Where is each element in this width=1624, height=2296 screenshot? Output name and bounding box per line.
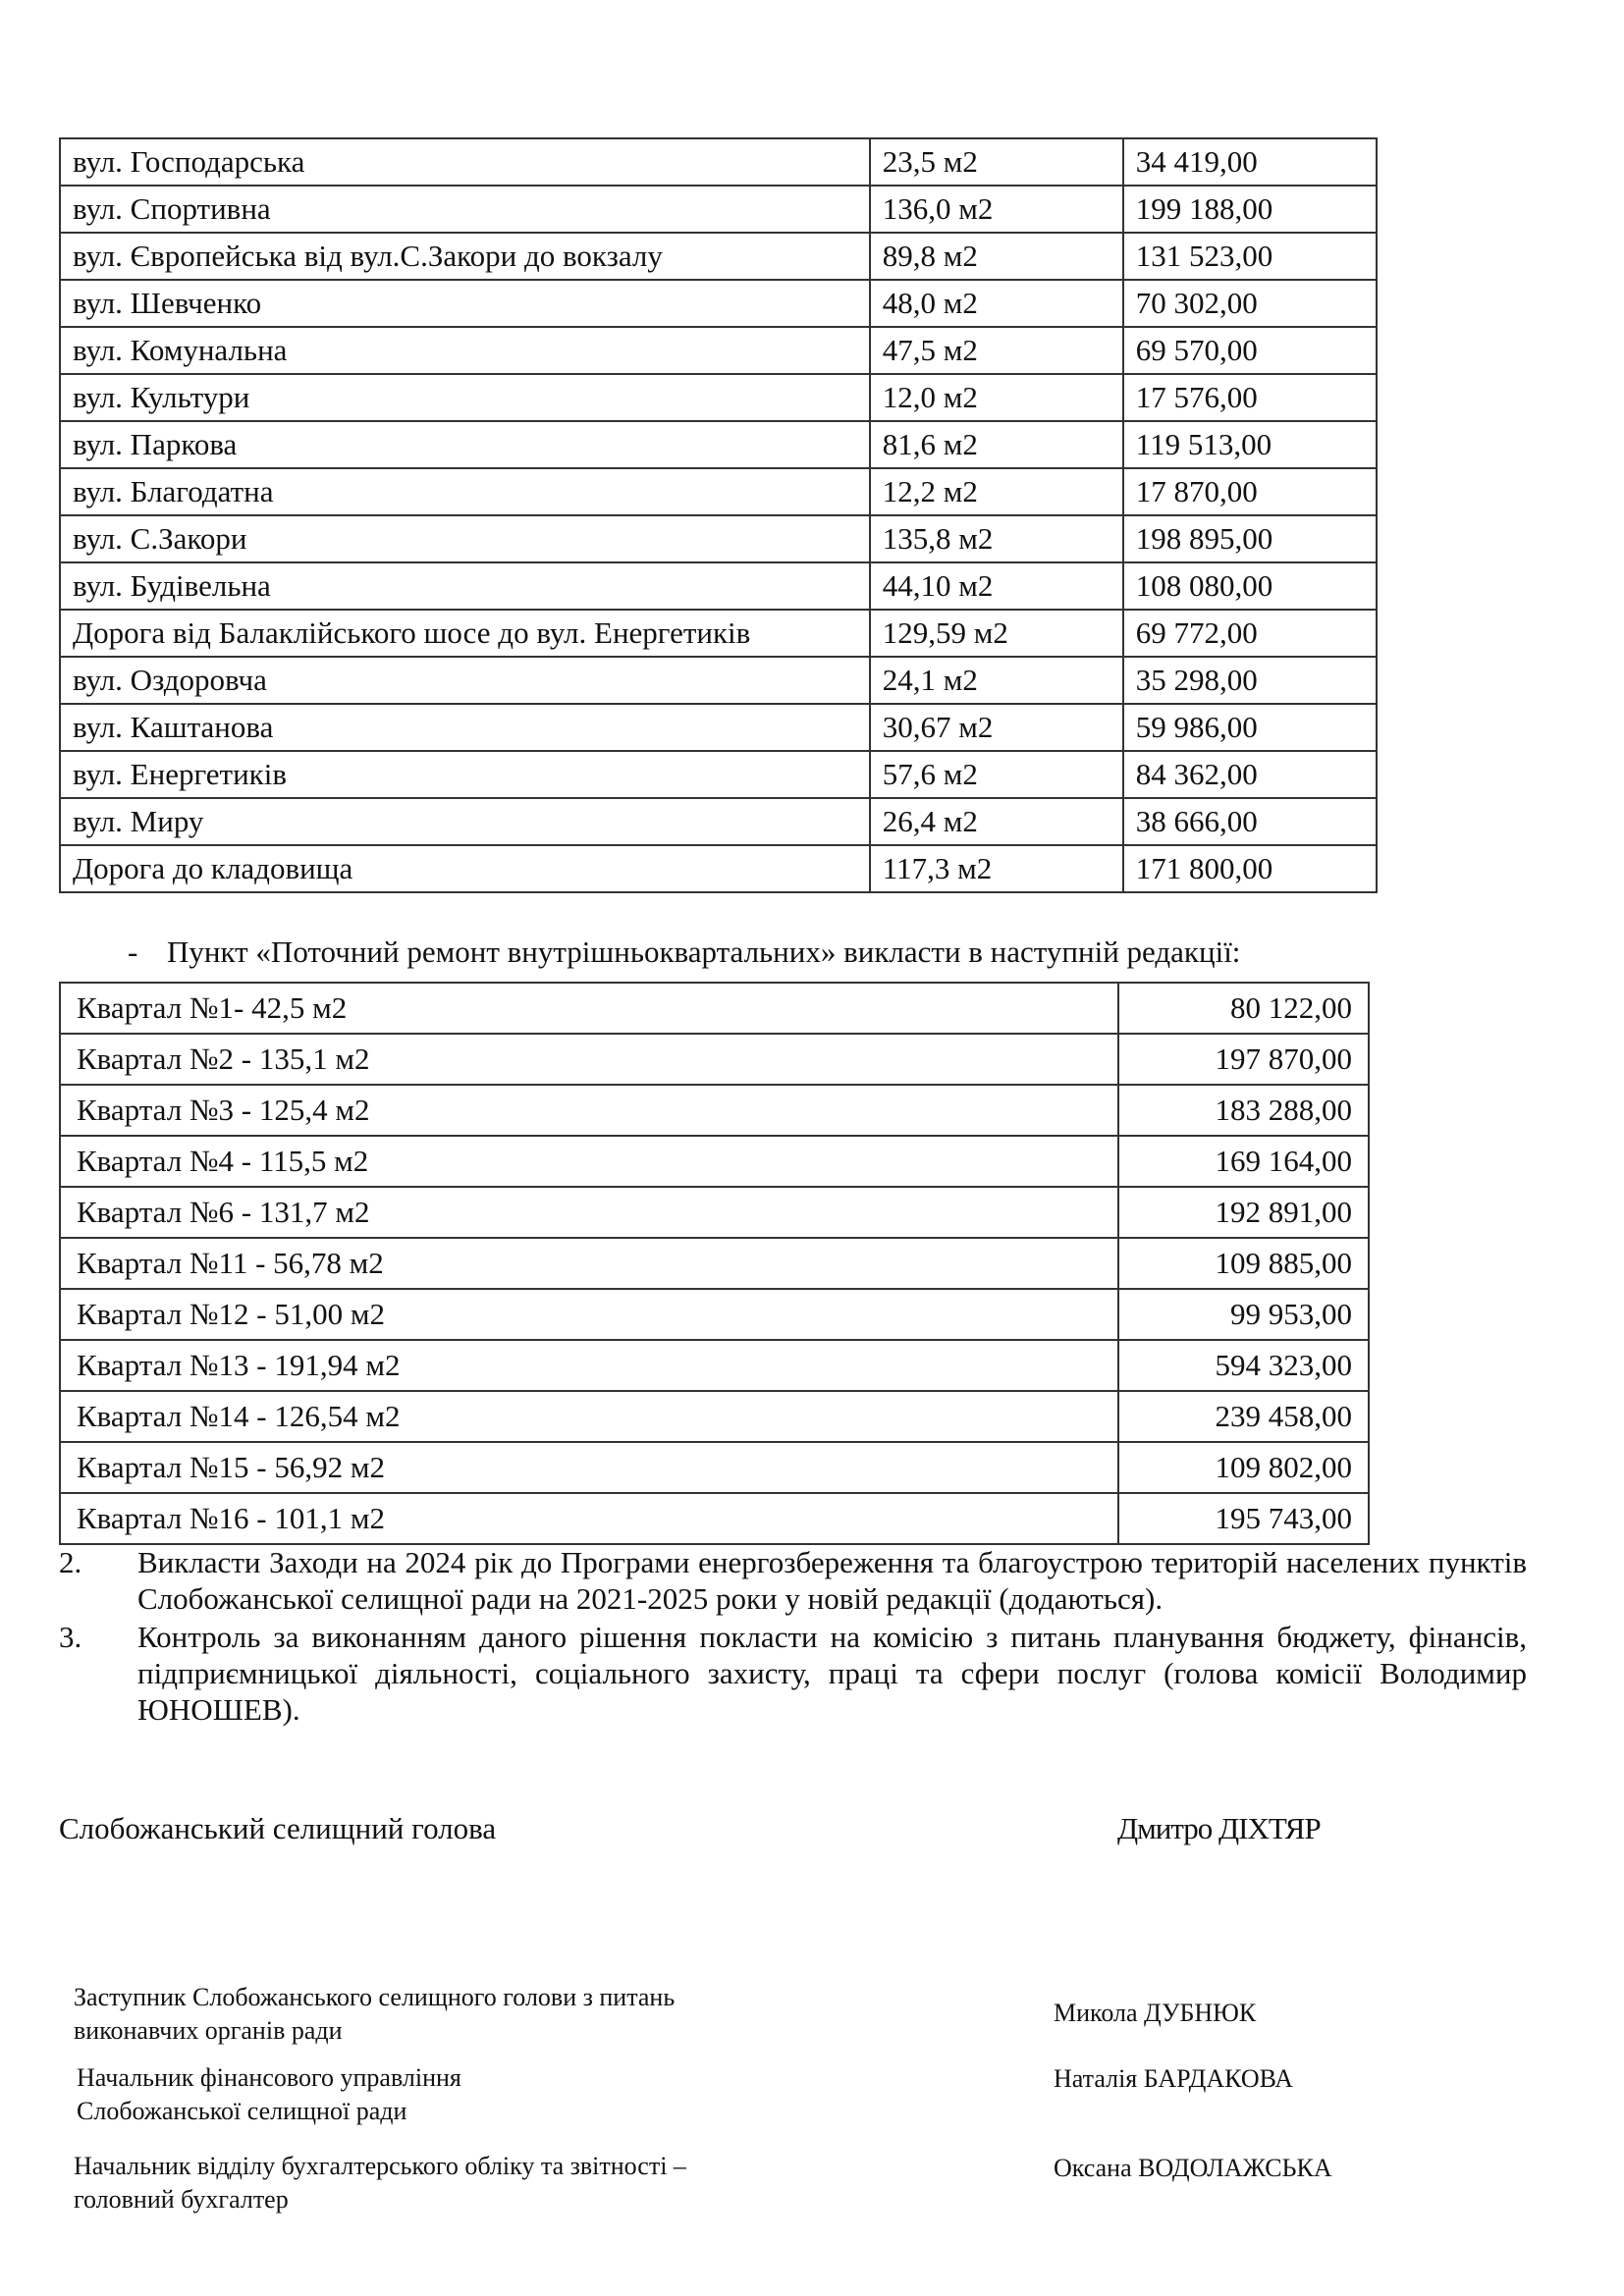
table-row (60, 1238, 1369, 1289)
amount-cell: 131 523,00 (1123, 233, 1377, 280)
table-row (60, 138, 1377, 186)
amount-cell: 17 576,00 (1123, 374, 1377, 421)
street-name-cell: вул. Шевченко (60, 280, 870, 327)
streets-table-body (60, 138, 1377, 892)
table-row (60, 610, 1377, 657)
table-row (60, 1391, 1369, 1442)
amount-cell: 80 122,00 (1118, 983, 1369, 1034)
amount-cell: 38 666,00 (1123, 798, 1377, 845)
area-cell: 23,5 м2 (870, 138, 1123, 186)
street-name-cell: вул. Паркова (60, 421, 870, 468)
table-row (60, 1493, 1369, 1544)
table-row (60, 515, 1377, 562)
amount-cell: 35 298,00 (1123, 657, 1377, 704)
amount-cell: 108 080,00 (1123, 562, 1377, 610)
area-cell: 12,0 м2 (870, 374, 1123, 421)
list-dash: - (128, 934, 138, 969)
area-cell: 89,8 м2 (870, 233, 1123, 280)
table-row (60, 562, 1377, 610)
table-row (60, 421, 1377, 468)
amount-cell: 169 164,00 (1118, 1136, 1369, 1187)
numbered-items (59, 1544, 1527, 1730)
table-row (60, 1034, 1369, 1085)
area-cell: 12,2 м2 (870, 468, 1123, 515)
amount-cell: 198 895,00 (1123, 515, 1377, 562)
amount-cell: 109 885,00 (1118, 1238, 1369, 1289)
signature-position: Слобожанської селищної ради (77, 2097, 407, 2125)
signature-position: головний бухгалтер (74, 2185, 289, 2214)
quarters-table-body (60, 983, 1369, 1544)
signature-name-deputy: Микола ДУБНЮК (1054, 1999, 1257, 2027)
street-name-cell: вул. Господарська (60, 138, 870, 186)
amount-cell: 99 953,00 (1118, 1289, 1369, 1340)
amount-cell: 119 513,00 (1123, 421, 1377, 468)
table-row (60, 186, 1377, 233)
street-name-cell: вул. Комунальна (60, 327, 870, 374)
quarter-name-cell: Квартал №12 - 51,00 м2 (60, 1289, 1118, 1340)
table-row (60, 374, 1377, 421)
table-row (60, 1187, 1369, 1238)
signature-block-finance (77, 2061, 461, 2128)
amount-cell: 192 891,00 (1118, 1187, 1369, 1238)
signature-position: виконавчих органів ради (74, 2016, 343, 2045)
amount-cell: 239 458,00 (1118, 1391, 1369, 1442)
numbered-item-2 (59, 1544, 1527, 1617)
street-name-cell: Дорога до кладовища (60, 845, 870, 892)
amount-cell: 197 870,00 (1118, 1034, 1369, 1085)
amount-cell: 195 743,00 (1118, 1493, 1369, 1544)
table-row (60, 845, 1377, 892)
numbered-item-3 (59, 1619, 1527, 1728)
table-row (60, 798, 1377, 845)
signature-name-finance: Наталія БАРДАКОВА (1054, 2064, 1294, 2093)
street-name-cell: вул. Будівельна (60, 562, 870, 610)
quarter-name-cell: Квартал №16 - 101,1 м2 (60, 1493, 1118, 1544)
quarter-name-cell: Квартал №3 - 125,4 м2 (60, 1085, 1118, 1136)
street-name-cell: вул. Культури (60, 374, 870, 421)
signature-name-accounting: Оксана ВОДОЛАЖСЬКА (1054, 2154, 1332, 2182)
amount-cell: 199 188,00 (1123, 186, 1377, 233)
area-cell: 26,4 м2 (870, 798, 1123, 845)
area-cell: 48,0 м2 (870, 280, 1123, 327)
table-row (60, 1085, 1369, 1136)
item-text: Контроль за виконанням даного рішення покласти на комісію з питань планування бюджету, фінансів, підприємницької діяльності, соціального захисту, праці та сфери послуг (голова комісії Володимир ЮНОШЕВ). (137, 1620, 1527, 1727)
street-name-cell: вул. Спортивна (60, 186, 870, 233)
quarter-name-cell: Квартал №11 - 56,78 м2 (60, 1238, 1118, 1289)
area-cell: 129,59 м2 (870, 610, 1123, 657)
street-name-cell: вул. Миру (60, 798, 870, 845)
area-cell: 30,67 м2 (870, 704, 1123, 751)
area-cell: 135,8 м2 (870, 515, 1123, 562)
signature-position: Начальник фінансового управління (77, 2063, 461, 2092)
street-name-cell: вул. Оздоровча (60, 657, 870, 704)
street-name-cell: вул. Європейська від вул.С.Закори до вокзалу (60, 233, 870, 280)
area-cell: 136,0 м2 (870, 186, 1123, 233)
table-row (60, 704, 1377, 751)
quarter-name-cell: Квартал №15 - 56,92 м2 (60, 1442, 1118, 1493)
signature-position: Начальник відділу бухгалтерського обліку та звітності – (74, 2152, 686, 2180)
amount-cell: 84 362,00 (1123, 751, 1377, 798)
quarter-name-cell: Квартал №4 - 115,5 м2 (60, 1136, 1118, 1187)
amount-cell: 183 288,00 (1118, 1085, 1369, 1136)
area-cell: 57,6 м2 (870, 751, 1123, 798)
amount-cell: 171 800,00 (1123, 845, 1377, 892)
amount-cell: 109 802,00 (1118, 1442, 1369, 1493)
table-row (60, 280, 1377, 327)
table-row (60, 1442, 1369, 1493)
table-row (60, 1136, 1369, 1187)
street-name-cell: вул. Благодатна (60, 468, 870, 515)
quarter-name-cell: Квартал №13 - 191,94 м2 (60, 1340, 1118, 1391)
table-row (60, 233, 1377, 280)
street-name-cell: вул. Енергетиків (60, 751, 870, 798)
street-name-cell: Дорога від Балаклійського шосе до вул. Енергетиків (60, 610, 870, 657)
signature-block-deputy (74, 1981, 675, 2048)
amount-cell: 594 323,00 (1118, 1340, 1369, 1391)
item-number: 3. (59, 1620, 82, 1654)
table-row (60, 657, 1377, 704)
amount-cell: 69 570,00 (1123, 327, 1377, 374)
signature-block-accounting (74, 2150, 686, 2216)
head-title: Слобожанський селищний голова (59, 1811, 497, 1845)
head-name: Дмитро ДІХТЯР (1117, 1811, 1321, 1845)
quarter-name-cell: Квартал №14 - 126,54 м2 (60, 1391, 1118, 1442)
street-name-cell: вул. Каштанова (60, 704, 870, 751)
area-cell: 44,10 м2 (870, 562, 1123, 610)
amount-cell: 17 870,00 (1123, 468, 1377, 515)
item-text: Викласти Заходи на 2024 рік до Програми енергозбереження та благоустрою територій населених пунктів Слобожанської селищної ради на 2021-2025 роки у новій редакції (додаються). (137, 1545, 1527, 1616)
amount-cell: 59 986,00 (1123, 704, 1377, 751)
table-row (60, 468, 1377, 515)
signature-position: Заступник Слобожанського селищного голови з питань (74, 1983, 676, 2011)
area-cell: 117,3 м2 (870, 845, 1123, 892)
amount-cell: 34 419,00 (1123, 138, 1377, 186)
table-row (60, 1289, 1369, 1340)
quarter-name-cell: Квартал №6 - 131,7 м2 (60, 1187, 1118, 1238)
amount-cell: 70 302,00 (1123, 280, 1377, 327)
item-number: 2. (59, 1545, 82, 1579)
area-cell: 47,5 м2 (870, 327, 1123, 374)
area-cell: 24,1 м2 (870, 657, 1123, 704)
intro-text: Пункт «Поточний ремонт внутрішньоквартальних» викласти в наступній редакції: (167, 934, 1241, 969)
area-cell: 81,6 м2 (870, 421, 1123, 468)
section-intro (128, 934, 1240, 970)
street-name-cell: вул. С.Закори (60, 515, 870, 562)
amount-cell: 69 772,00 (1123, 610, 1377, 657)
table-row (60, 983, 1369, 1034)
quarters-table (59, 982, 1370, 1545)
table-row (60, 751, 1377, 798)
table-row (60, 327, 1377, 374)
streets-table (59, 137, 1378, 893)
quarter-name-cell: Квартал №1- 42,5 м2 (60, 983, 1118, 1034)
quarter-name-cell: Квартал №2 - 135,1 м2 (60, 1034, 1118, 1085)
table-row (60, 1340, 1369, 1391)
